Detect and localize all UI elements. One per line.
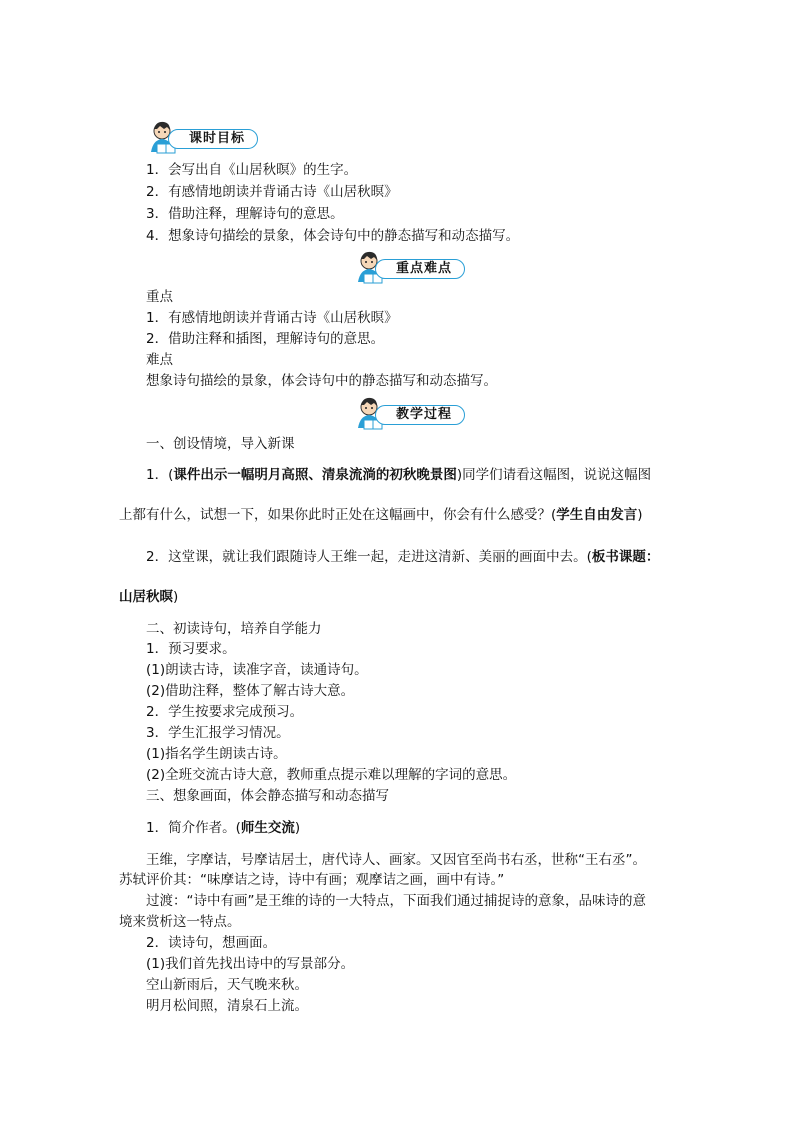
text-run: 1．( [146, 467, 174, 483]
text-run: ) [294, 820, 301, 836]
list-item: (1)我们首先找出诗中的写景部分。 [146, 956, 355, 972]
bold-run: 师生交流 [240, 820, 295, 836]
bold-run: 山居秋暝 [119, 589, 173, 605]
list-item: 2．学生按要求完成预习。 [146, 704, 304, 720]
list-item: (2)全班交流古诗大意，教师重点提示难以理解的字词的意思。 [146, 767, 517, 783]
section-title: 二、初读诗句，培养自学能力 [146, 621, 322, 637]
goal-item: 2．有感情地朗读并背诵古诗《山居秋暝》 [146, 184, 398, 200]
key-heading: 重点 [146, 289, 173, 305]
section-badge-process [355, 396, 495, 430]
key-item: 2．借助注释和插图，理解诗句的意思。 [146, 331, 385, 347]
list-item: 2．读诗句，想画面。 [146, 935, 277, 951]
difficulty-heading: 难点 [146, 352, 173, 368]
badge-label: 重点难点 [375, 259, 465, 279]
list-item: (2)借助注释，整体了解古诗大意。 [146, 683, 355, 699]
section-title: 三、想象画面，体会静态描写和动态描写 [146, 788, 389, 804]
section-badge-goals [148, 120, 288, 154]
text-run: 上都有什么，试想一下，如果你此时正处在这幅画中，你会有什么感受？( [119, 507, 557, 523]
bold-run: 课件出示一幅明月高照、清泉流淌的初秋晚景图 [173, 467, 457, 483]
key-item: 1．有感情地朗读并背诵古诗《山居秋暝》 [146, 310, 398, 326]
paragraph-line [146, 818, 300, 838]
bold-run: 学生自由发言 [556, 507, 638, 523]
list-item: 3．学生汇报学习情况。 [146, 725, 290, 741]
paragraph-line: 过渡：“诗中有画”是王维的诗的一大特点，下面我们通过捕捉诗的意象，品味诗的意 [146, 893, 646, 909]
paragraph-line: 王维，字摩诘，号摩诘居士，唐代诗人、画家。又因官至尚书右丞，世称“王右丞”。 [146, 852, 646, 868]
goal-item: 1．会写出自《山居秋暝》的生字。 [146, 162, 358, 178]
goal-item: 3．借助注释，理解诗句的意思。 [146, 206, 344, 222]
list-item: (1)指名学生朗读古诗。 [146, 746, 287, 762]
text-run: 1．简介作者。( [146, 820, 241, 836]
poem-line: 明月松间照，清泉石上流。 [146, 998, 308, 1014]
paragraph-line: 境来赏析这一特点。 [119, 914, 241, 930]
paragraph-line [146, 465, 651, 485]
paragraph-line [119, 505, 643, 525]
list-item: 1．预习要求。 [146, 641, 236, 657]
text-run: ) [173, 589, 179, 605]
paragraph-line [119, 587, 178, 607]
difficulty-text: 想象诗句描绘的景象，体会诗句中的静态描写和动态描写。 [146, 373, 497, 389]
goal-item: 4．想象诗句描绘的景象，体会诗句中的静态描写和动态描写。 [146, 228, 520, 244]
section-badge-keypoints [355, 250, 495, 284]
badge-label: 课时目标 [168, 129, 258, 149]
poem-line: 空山新雨后，天气晚来秋。 [146, 977, 308, 993]
section-title: 一、创设情境，导入新课 [146, 436, 295, 452]
badge-label: 教学过程 [375, 405, 465, 425]
text-run: 2．这堂课，就让我们跟随诗人王维一起，走进这清新、美丽的画面中去。( [146, 549, 592, 565]
text-run: )同学们请看这幅图，说说这幅图 [456, 467, 652, 483]
paragraph-line [146, 547, 659, 567]
text-run: ) [637, 507, 643, 523]
bold-run: 板书课题： [591, 549, 660, 565]
paragraph-line: 苏轼评价其：“味摩诘之诗，诗中有画；观摩诘之画，画中有诗。” [119, 872, 505, 888]
list-item: (1)朗读古诗，读准字音，读通诗句。 [146, 662, 368, 678]
